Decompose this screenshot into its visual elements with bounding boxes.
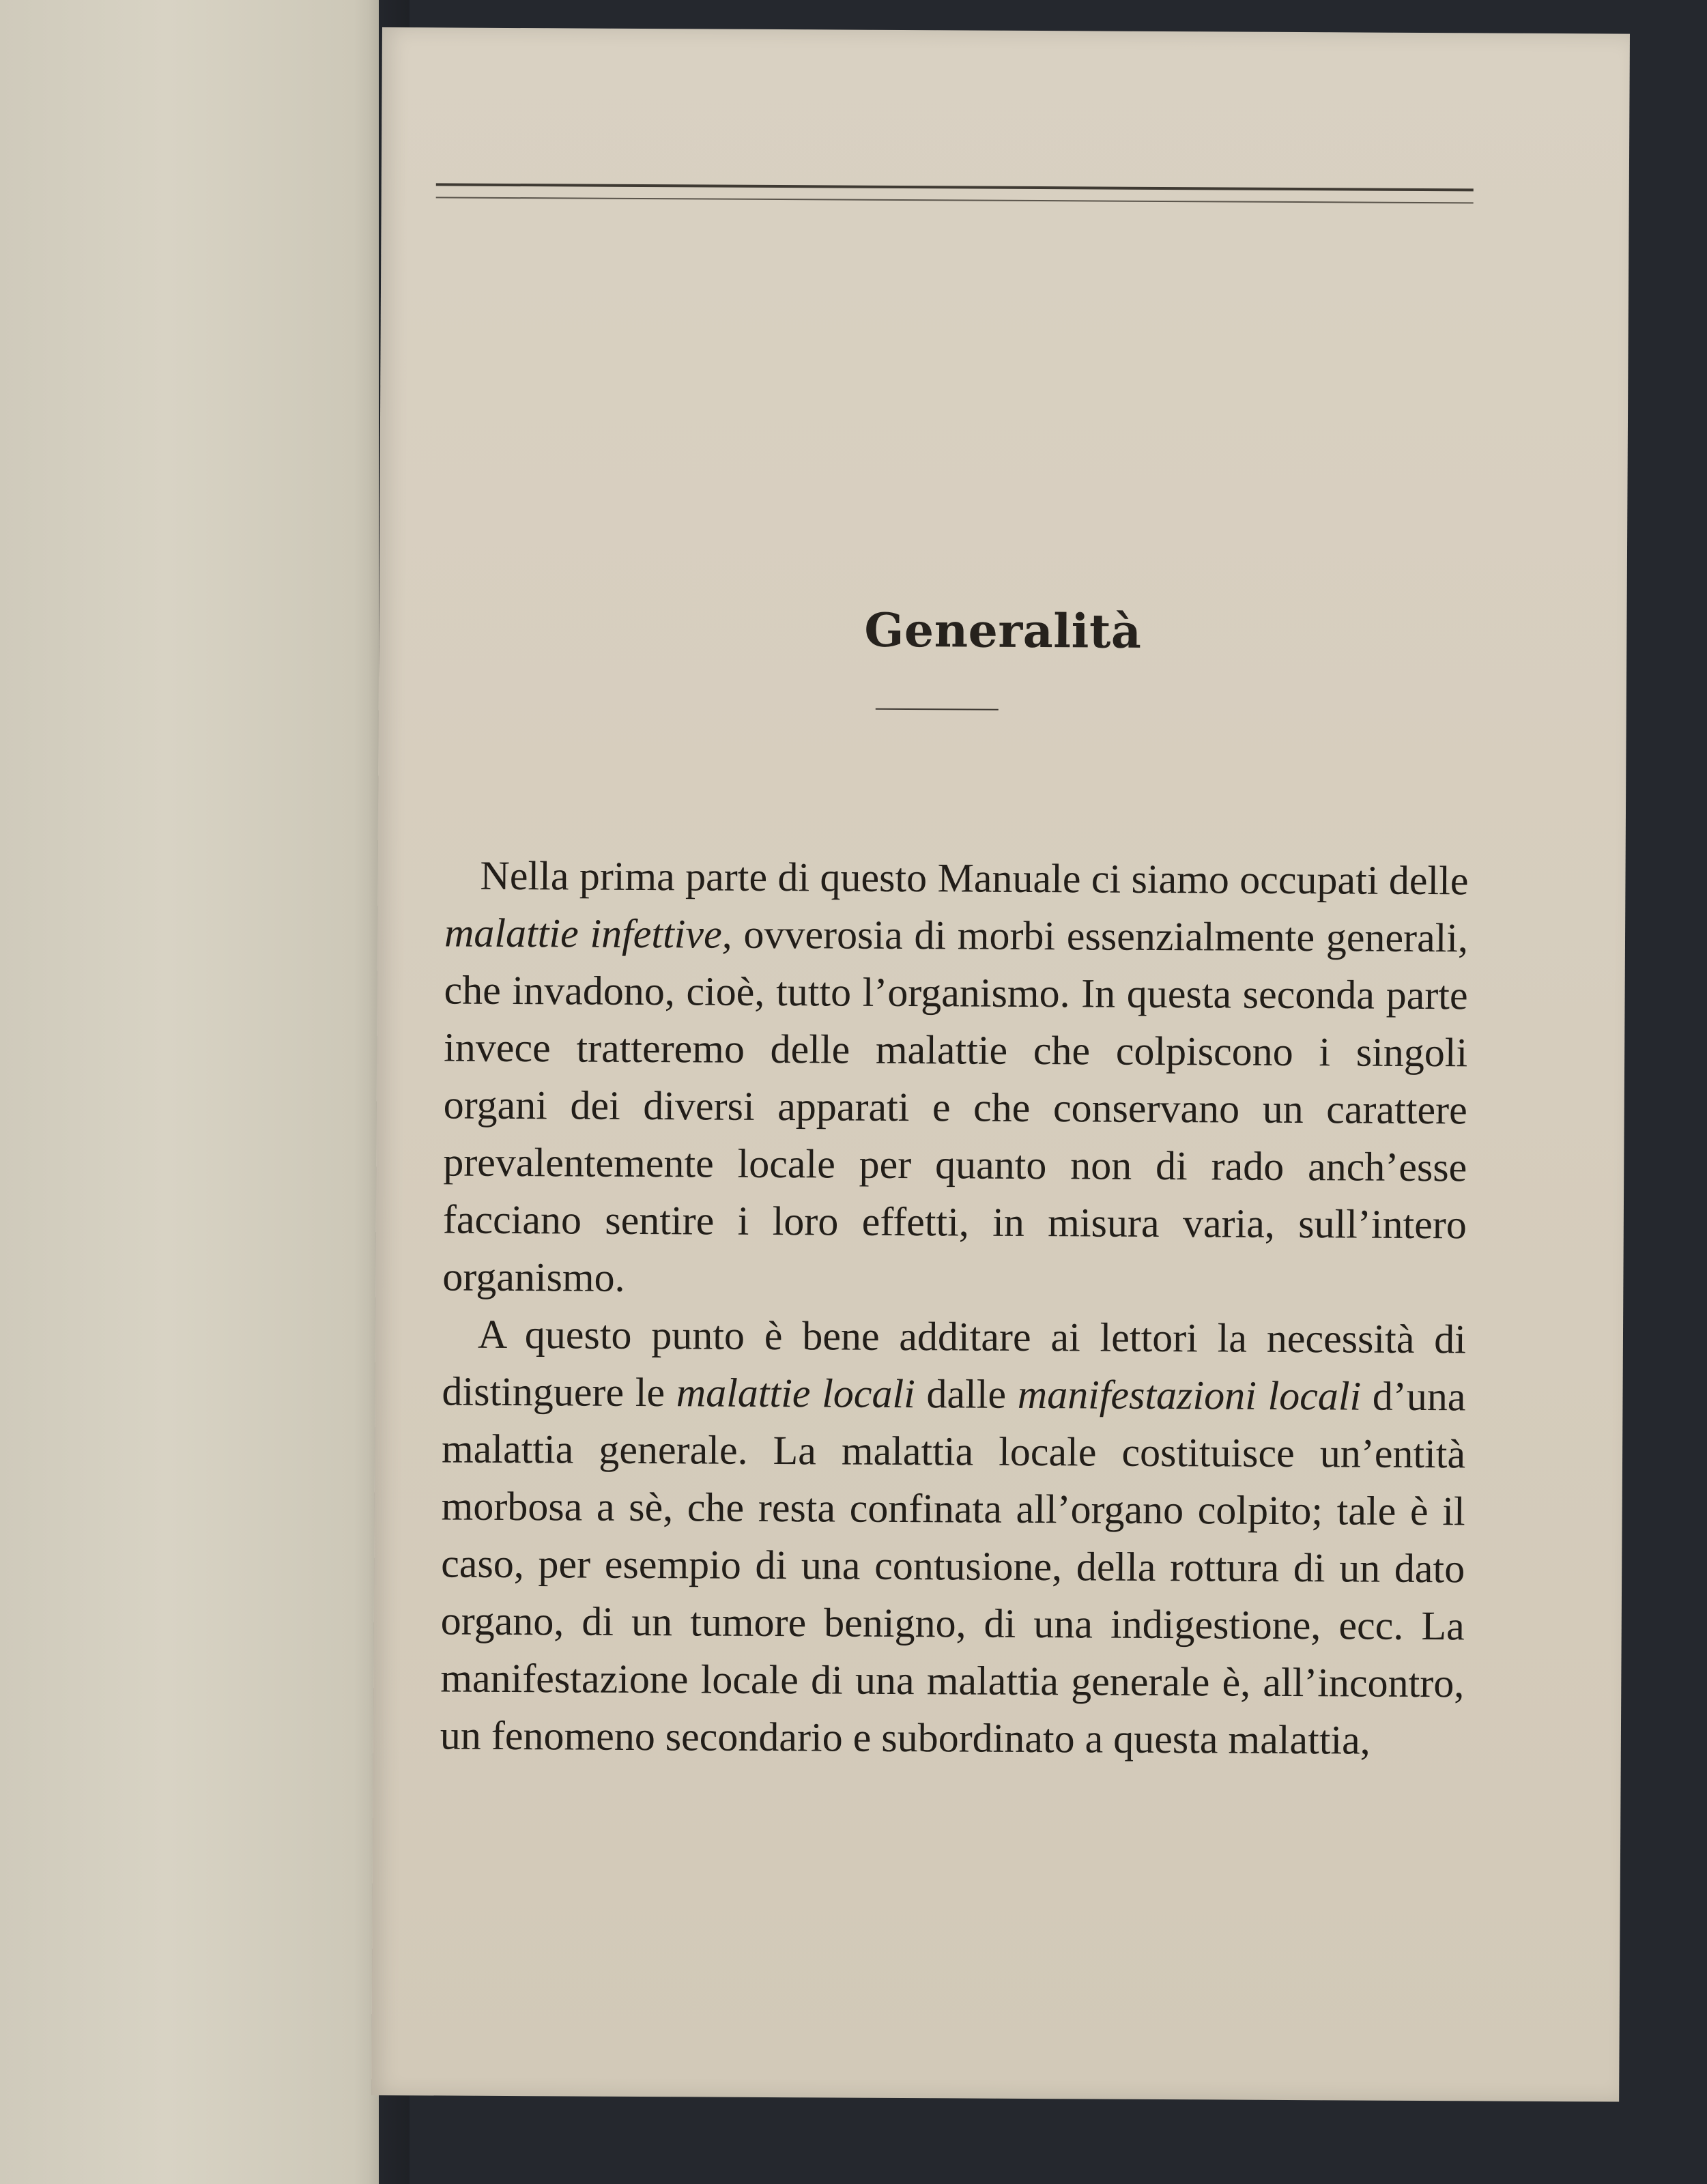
- title-underline-rule: [876, 708, 999, 710]
- header-double-rule-thin: [436, 197, 1474, 203]
- right-page: [371, 27, 1630, 2102]
- italic-text-run: malattie infettive,: [444, 910, 732, 957]
- paragraph: [440, 1305, 1466, 1769]
- italic-text-run: manifestazioni locali: [1017, 1371, 1362, 1419]
- left-page: [0, 0, 416, 2184]
- text-run: dalle: [915, 1371, 1018, 1417]
- paragraph: [442, 846, 1468, 1310]
- header-double-rule: [436, 183, 1474, 191]
- text-run: d’una malattia generale. La malattia locale costituisce un’entità morbosa a sè, che resta confinata all’organo colpito; tale è il caso, per esempio di una contusione, della rottura di un dato organo, di un tumore benigno, di una indigestione, ecc. La manifestazione locale di una malattia generale è, all’incontro, un fenomeno secondario e subordinato a questa malattia,: [440, 1373, 1466, 1763]
- chapter-title: Generalità: [864, 603, 1142, 659]
- text-run: A questo punto è bene additare ai lettori la necessità di distinguere le: [442, 1311, 1467, 1416]
- text-run: ovverosia di morbi essenzialmente generali, che invadono, cioè, tutto l’organismo. In questa seconda parte invece tratteremo delle malattie che colpiscono i singoli organi dei diversi apparati e che conservano un carattere prevalentemente locale per quanto non di rado anch’esse facciano sentire i loro effetti, in misura varia, sull’intero organismo.: [442, 911, 1469, 1300]
- text-run: Nella prima parte di questo Manuale ci siamo occupati delle: [480, 852, 1469, 904]
- italic-text-run: malattie locali: [676, 1370, 915, 1417]
- body-text: [440, 846, 1469, 1769]
